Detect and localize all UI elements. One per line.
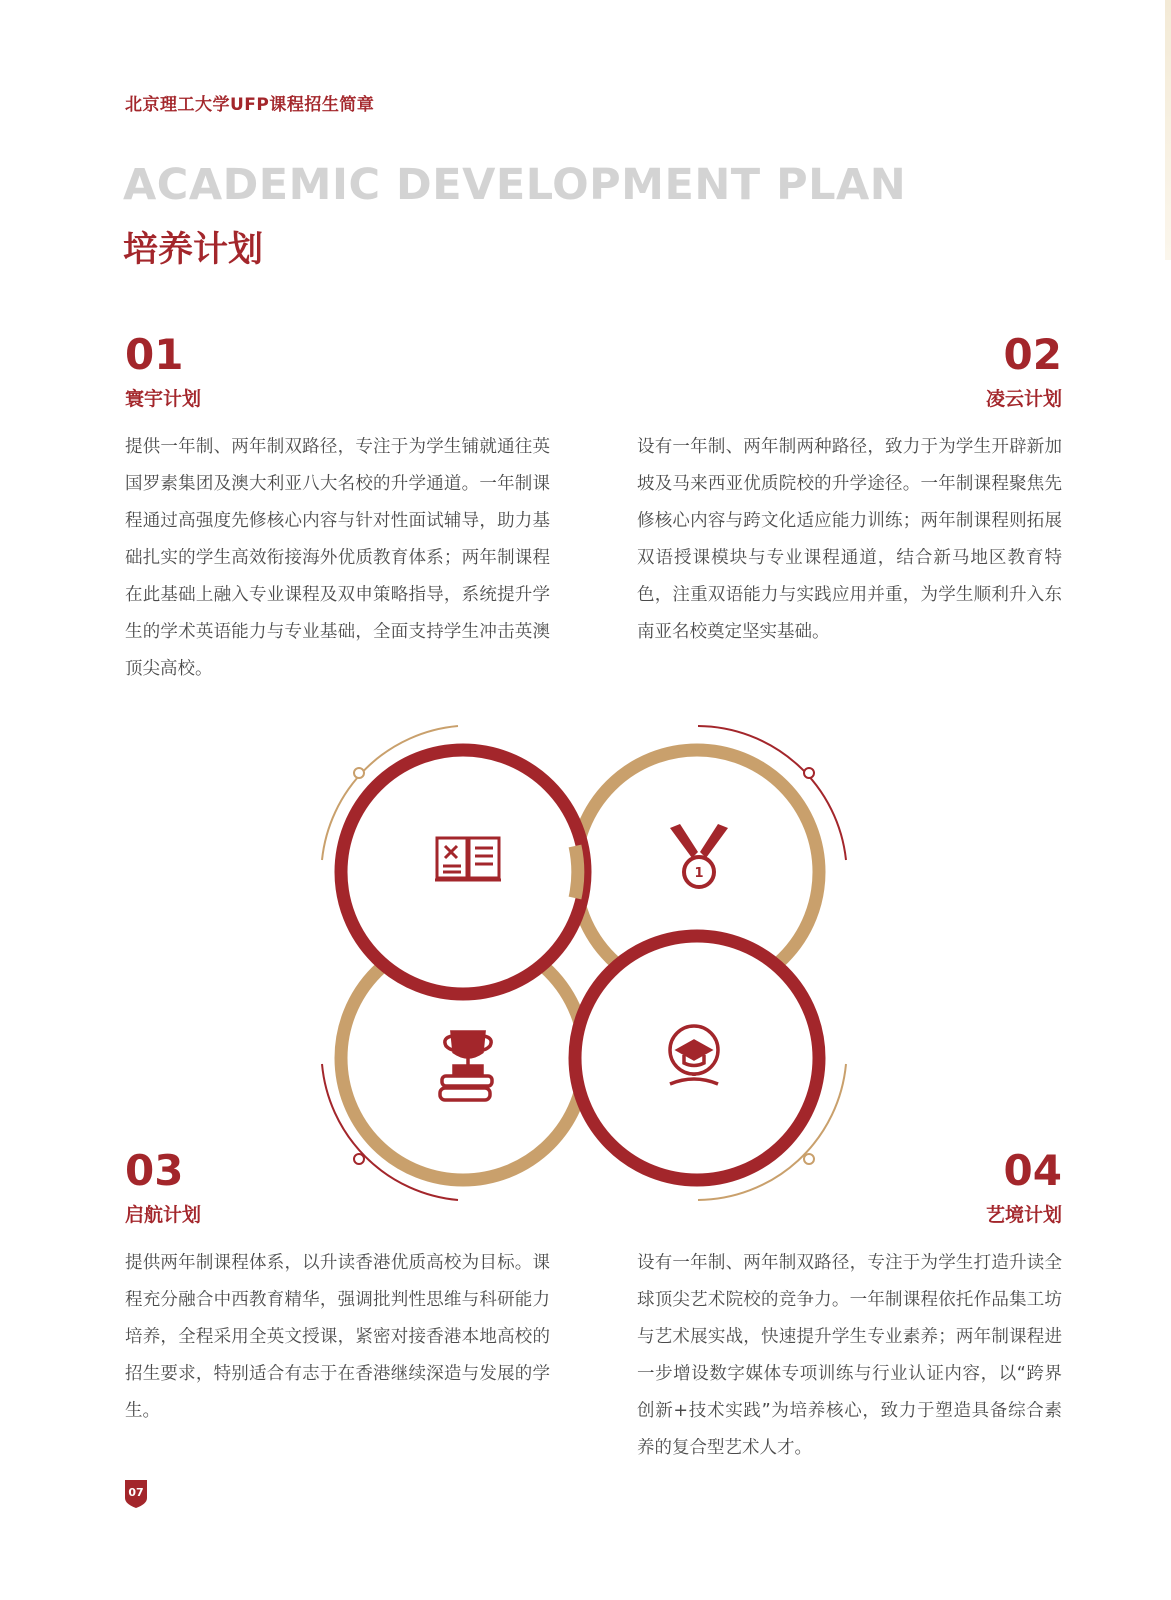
english-section-title: ACADEMIC DEVELOPMENT PLAN [123, 160, 907, 210]
ring-top-left [341, 750, 585, 994]
arc-dot [354, 1154, 364, 1164]
arc-dot [804, 768, 814, 778]
arc-dot [804, 1154, 814, 1164]
plan-description: 提供两年制课程体系，以升读香港优质高校为目标。课程充分融合中西教育精华，强调批判性思维与科研能力培养，全程采用全英文授课，紧密对接香港本地高校的招生要求，特别适合有志于在香港继续深造与发展的学生。 [125, 1253, 550, 1421]
plan-name: 艺境计划 [985, 1204, 1062, 1226]
medal-label: 1 [694, 866, 704, 881]
arc-dot [354, 768, 364, 778]
plan-name: 寰宇计划 [125, 388, 202, 410]
plan-name: 启航计划 [125, 1204, 202, 1226]
page-number: 07 [128, 1486, 144, 1499]
plan-description: 设有一年制、两年制双路径，专注于为学生打造升读全球顶尖艺术院校的竞争力。一年制课程依托作品集工坊与艺术展实战，快速提升学生专业素养；两年制课程进一步增设数字媒体专项训练与行业认证内容，以“跨界创新+技术实践”为培养核心，致力于塑造具备综合素养的复合型艺术人才。 [637, 1253, 1062, 1458]
plan-description: 设有一年制、两年制两种路径，致力于为学生开辟新加坡及马来西亚优质院校的升学途径。一年制课程聚焦先修核心内容与跨文化适应能力训练；两年制课程则拓展双语授课模块与专业课程通道，结合新马地区教育特色，注重双语能力与实践应用并重，为学生顺利升入东南亚名校奠定坚实基础。 [637, 437, 1062, 642]
chinese-section-title: 培养计划 [123, 230, 264, 270]
plan-number: 02 [1003, 330, 1062, 379]
brochure-title: 北京理工大学UFP课程招生简章 [125, 95, 375, 115]
plan-description: 提供一年制、两年制双路径，专注于为学生铺就通往英国罗素集团及澳大利亚八大名校的升学通道。一年制课程通过高强度先修核心内容与针对性面试辅导，助力基础扎实的学生高效衔接海外优质教育体系；两年制课程在此基础上融入专业课程及双申策略指导，系统提升学生的学术英语能力与专业基础，全面支持学生冲击英澳顶尖高校。 [125, 437, 550, 679]
plan-number: 03 [125, 1146, 184, 1195]
ring-weave-gold [575, 846, 578, 898]
plan-number: 04 [1003, 1146, 1062, 1195]
plan-name: 凌云计划 [985, 388, 1062, 410]
plan-number: 01 [125, 330, 184, 379]
